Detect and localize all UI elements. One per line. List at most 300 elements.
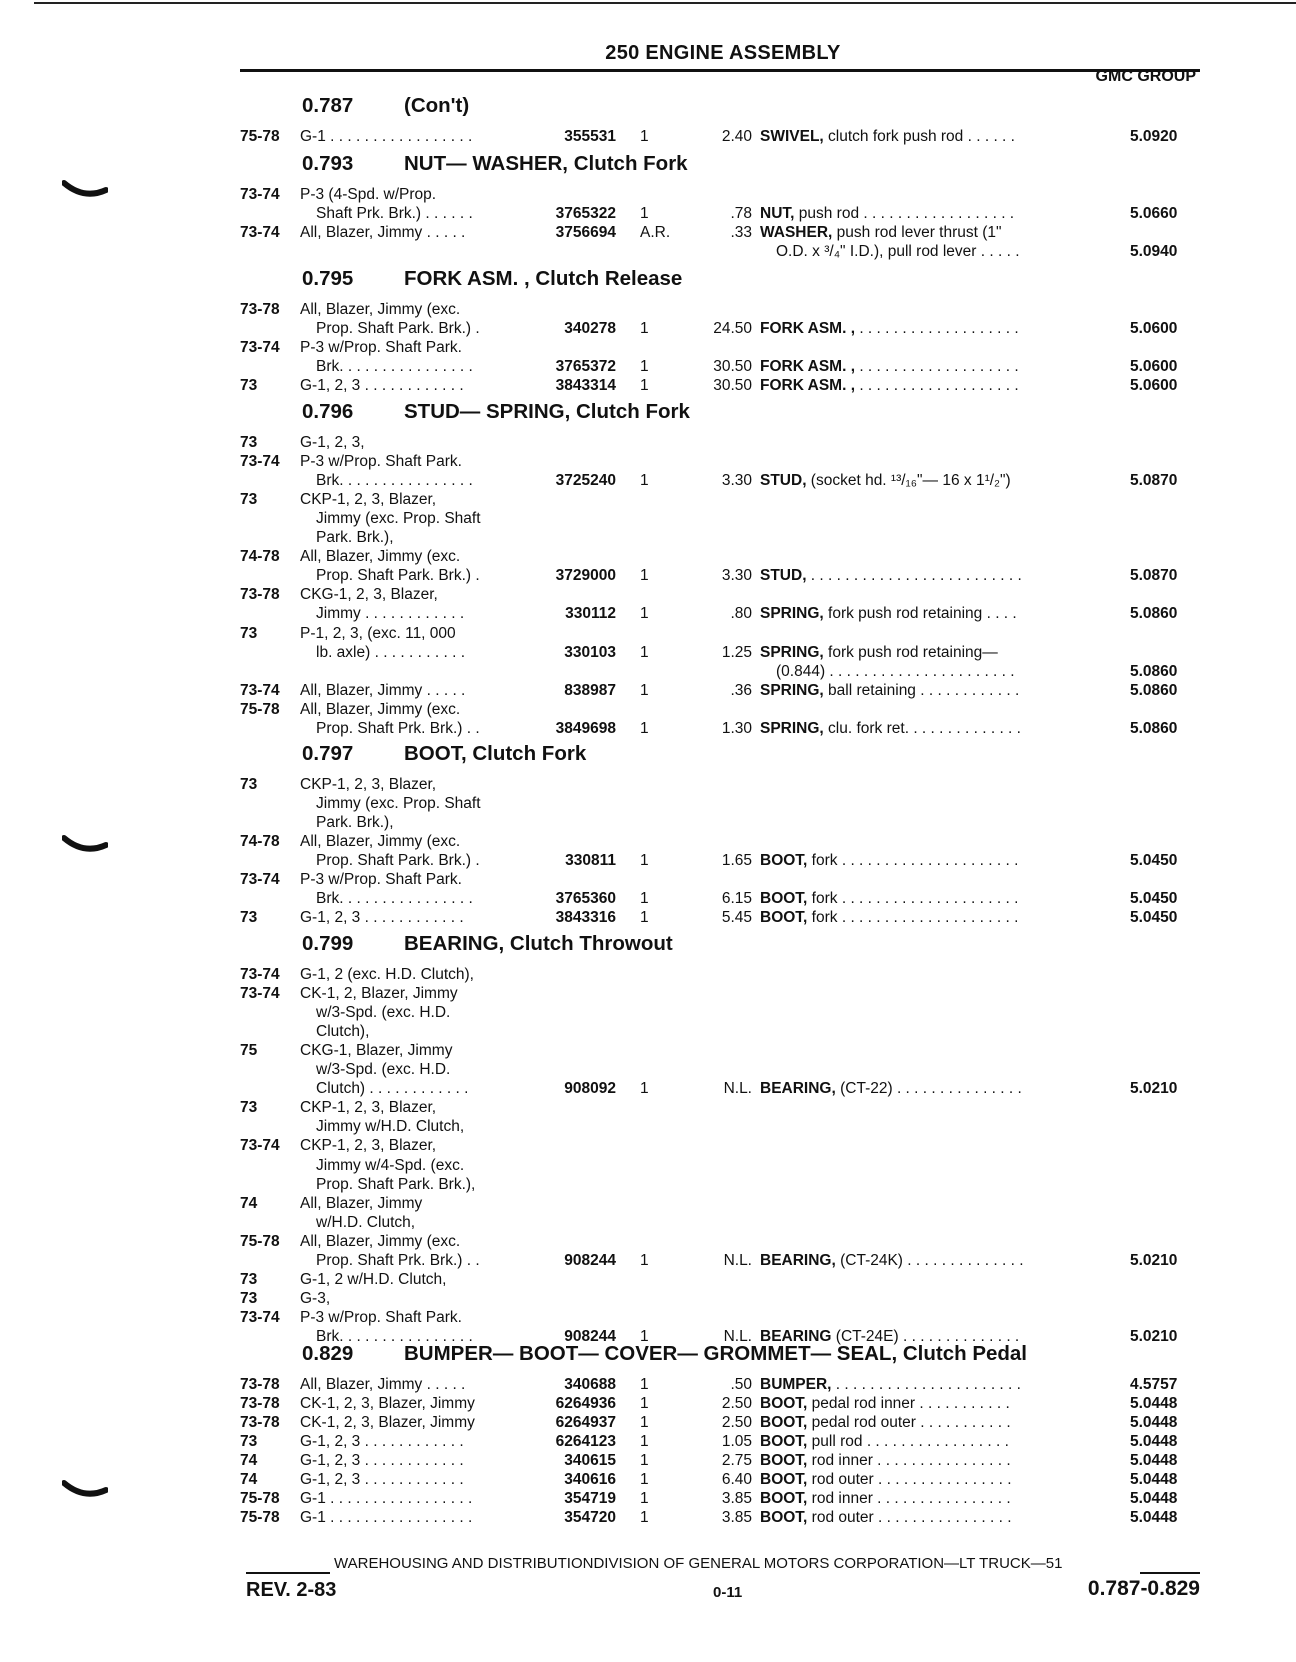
description bbox=[760, 126, 1015, 148]
model-years: 73-78 bbox=[240, 586, 280, 604]
application: G-1, 2, 3, bbox=[300, 434, 365, 451]
model-years: 73-74 bbox=[240, 966, 280, 983]
application: All, Blazer, Jimmy (exc. bbox=[300, 833, 461, 851]
application: P-3 w/Prop. Shaft Park. bbox=[300, 1308, 462, 1326]
group-code: 5.0600 bbox=[1130, 377, 1178, 395]
part-name: BOOT, bbox=[760, 852, 808, 870]
part-number: 340615 bbox=[564, 1452, 616, 1470]
section-number: 0.799 bbox=[302, 932, 354, 955]
part-detail: rod outer . . . . . . . . . . . . . . . . bbox=[807, 1471, 1012, 1489]
model-years: 73-78 bbox=[240, 1414, 280, 1432]
section-heading bbox=[302, 398, 690, 426]
part-name: BOOT, bbox=[760, 1433, 808, 1451]
footer-rule-left bbox=[246, 1572, 330, 1574]
part-number: 838987 bbox=[564, 681, 616, 699]
price: 30.50 bbox=[713, 377, 752, 395]
price: N.L. bbox=[723, 1080, 752, 1098]
description bbox=[760, 375, 1019, 397]
group-code: 5.0600 bbox=[1130, 320, 1178, 338]
section-number: 0.793 bbox=[302, 152, 354, 175]
price: 24.50 bbox=[713, 320, 752, 338]
group-code: 5.0660 bbox=[1130, 205, 1178, 223]
part-number: 6264936 bbox=[555, 1395, 616, 1412]
application: All, Blazer, Jimmy bbox=[300, 1194, 423, 1212]
part-number: 330811 bbox=[565, 852, 616, 870]
model-years: 73 bbox=[240, 1270, 258, 1288]
application: Brk. . . . . . . . . . . . . . . . bbox=[316, 1327, 473, 1345]
application: G-1 . . . . . . . . . . . . . . . . . bbox=[300, 1509, 473, 1527]
part-name: BOOT, bbox=[760, 1509, 808, 1527]
application: Clutch), bbox=[316, 1023, 370, 1041]
part-name: BOOT, bbox=[760, 1490, 808, 1508]
price: .50 bbox=[730, 1376, 752, 1393]
section-heading bbox=[302, 1340, 1027, 1368]
application: G-1, 2, 3 . . . . . . . . . . . . bbox=[300, 1471, 464, 1489]
application: All, Blazer, Jimmy (exc. bbox=[300, 700, 461, 718]
application: Prop. Shaft Park. Brk.) . bbox=[316, 567, 480, 585]
group-code: 5.0450 bbox=[1130, 852, 1178, 870]
page-number: 0-11 bbox=[713, 1584, 743, 1601]
part-number: 3843314 bbox=[555, 377, 616, 395]
quantity: 1 bbox=[640, 1490, 649, 1508]
section-heading bbox=[302, 92, 469, 120]
part-name: NUT, bbox=[760, 205, 795, 223]
part-name: BEARING, bbox=[760, 1080, 836, 1098]
binder-hole-mark bbox=[62, 180, 108, 202]
price: 3.85 bbox=[721, 1509, 752, 1527]
page-title: 250 ENGINE ASSEMBLY bbox=[605, 42, 841, 64]
model-years: 73 bbox=[240, 624, 258, 642]
part-detail: (CT-24E) . . . . . . . . . . . . . . bbox=[831, 1327, 1020, 1345]
group-code: 5.0448 bbox=[1130, 1452, 1178, 1470]
model-years: 73 bbox=[240, 1433, 258, 1451]
quantity: 1 bbox=[640, 472, 649, 490]
model-years: 73 bbox=[240, 1099, 258, 1117]
model-years: 73-74 bbox=[240, 1308, 280, 1326]
quantity: 1 bbox=[640, 643, 649, 661]
application: Brk. . . . . . . . . . . . . . . . bbox=[316, 472, 473, 490]
part-detail: pedal rod outer . . . . . . . . . . . bbox=[807, 1414, 1011, 1432]
part-name: BOOT, bbox=[760, 1395, 808, 1412]
application: Prop. Shaft Prk. Brk.) . . bbox=[316, 1251, 480, 1269]
application: Shaft Prk. Brk.) . . . . . . bbox=[316, 205, 473, 223]
part-detail: O.D. x ³/₄" I.D.), pull rod lever . . . . . bbox=[776, 243, 1020, 261]
application: CKP-1, 2, 3, Blazer, bbox=[300, 1099, 437, 1117]
application: All, Blazer, Jimmy (exc. bbox=[300, 1232, 461, 1250]
application: All, Blazer, Jimmy . . . . . bbox=[300, 1376, 466, 1393]
model-years: 73-78 bbox=[240, 301, 280, 318]
part-number: 3765372 bbox=[555, 358, 616, 376]
application: All, Blazer, Jimmy (exc. bbox=[300, 548, 461, 566]
price: 30.50 bbox=[713, 358, 752, 376]
application: Jimmy w/H.D. Clutch, bbox=[316, 1118, 465, 1136]
price: 1.65 bbox=[721, 852, 752, 870]
part-name: STUD, bbox=[760, 567, 807, 585]
group-code: 5.0448 bbox=[1130, 1414, 1178, 1432]
price: 2.40 bbox=[721, 128, 752, 145]
quantity: 1 bbox=[640, 890, 649, 908]
model-years: 73-78 bbox=[240, 1376, 280, 1393]
section-title: BEARING, Clutch Throwout bbox=[404, 932, 673, 955]
application: All, Blazer, Jimmy . . . . . bbox=[300, 681, 466, 699]
model-years: 73-74 bbox=[240, 186, 280, 203]
group-code: 5.0448 bbox=[1130, 1433, 1178, 1451]
part-detail: (CT-24K) . . . . . . . . . . . . . . bbox=[835, 1251, 1024, 1269]
application: G-1, 2 w/H.D. Clutch, bbox=[300, 1270, 447, 1288]
part-name: FORK ASM. , bbox=[760, 358, 856, 376]
price: N.L. bbox=[723, 1251, 752, 1269]
part-name: BOOT, bbox=[760, 1452, 808, 1470]
application: G-1 . . . . . . . . . . . . . . . . . bbox=[300, 128, 473, 145]
part-name: BEARING bbox=[760, 1327, 832, 1345]
quantity: 1 bbox=[640, 1452, 649, 1470]
part-detail: . . . . . . . . . . . . . . . . . . . bbox=[855, 320, 1019, 338]
part-detail: clutch fork push rod . . . . . . bbox=[823, 128, 1015, 145]
application: Park. Brk.), bbox=[316, 814, 394, 832]
model-years: 73-74 bbox=[240, 339, 280, 357]
application: G-1, 2, 3 . . . . . . . . . . . . bbox=[300, 377, 464, 395]
quantity: 1 bbox=[640, 1433, 649, 1451]
quantity: 1 bbox=[640, 358, 649, 376]
group-code: 5.0870 bbox=[1130, 472, 1178, 490]
quantity: 1 bbox=[640, 719, 649, 737]
group-code: 5.0210 bbox=[1130, 1327, 1178, 1345]
binder-hole-mark bbox=[62, 835, 108, 857]
application: Prop. Shaft Park. Brk.), bbox=[316, 1175, 476, 1193]
section-number: 0.797 bbox=[302, 742, 354, 765]
model-years: 73-78 bbox=[240, 1395, 280, 1412]
quantity: A.R. bbox=[640, 224, 671, 242]
price: 1.25 bbox=[721, 643, 752, 661]
part-name: WASHER, bbox=[760, 224, 833, 242]
application: G-1 . . . . . . . . . . . . . . . . . bbox=[300, 1490, 473, 1508]
entry-line bbox=[0, 718, 1296, 740]
part-detail: pull rod . . . . . . . . . . . . . . . . . bbox=[807, 1433, 1009, 1451]
price: 6.15 bbox=[721, 890, 752, 908]
group-code: 5.0448 bbox=[1130, 1509, 1178, 1527]
quantity: 1 bbox=[640, 1509, 649, 1527]
price: 1.05 bbox=[721, 1433, 752, 1451]
application: G-1, 2, 3 . . . . . . . . . . . . bbox=[300, 1433, 464, 1451]
application: CKP-1, 2, 3, Blazer, bbox=[300, 776, 437, 793]
section-title: NUT— WASHER, Clutch Fork bbox=[404, 152, 688, 175]
part-name: BUMPER, bbox=[760, 1376, 832, 1393]
application: All, Blazer, Jimmy . . . . . bbox=[300, 224, 466, 242]
application: G-1, 2, 3 . . . . . . . . . . . . bbox=[300, 1452, 464, 1470]
application: Brk. . . . . . . . . . . . . . . . bbox=[316, 890, 473, 908]
group-code: 5.0860 bbox=[1130, 605, 1178, 623]
part-number: 340616 bbox=[564, 1471, 616, 1489]
price: 2.50 bbox=[721, 1414, 752, 1432]
quantity: 1 bbox=[640, 1471, 649, 1489]
part-name: BEARING, bbox=[760, 1251, 836, 1269]
application: CK-1, 2, 3, Blazer, Jimmy bbox=[300, 1395, 475, 1412]
part-detail: . . . . . . . . . . . . . . . . . . . bbox=[855, 358, 1019, 376]
group-code: 5.0210 bbox=[1130, 1080, 1178, 1098]
application: P-3 (4-Spd. w/Prop. bbox=[300, 186, 437, 203]
part-detail: rod inner . . . . . . . . . . . . . . . . bbox=[807, 1452, 1011, 1470]
group-code: 5.0450 bbox=[1130, 909, 1178, 927]
application: w/3-Spd. (exc. H.D. bbox=[316, 1061, 451, 1079]
quantity: 1 bbox=[640, 852, 649, 870]
part-number: 908092 bbox=[564, 1080, 616, 1098]
part-name: BOOT, bbox=[760, 890, 808, 908]
application: CKG-1, Blazer, Jimmy bbox=[300, 1042, 453, 1060]
model-years: 74 bbox=[240, 1194, 258, 1212]
model-years: 75-78 bbox=[240, 1490, 280, 1508]
part-number: 340688 bbox=[564, 1376, 616, 1393]
application: Clutch) . . . . . . . . . . . . bbox=[316, 1080, 469, 1098]
part-detail: . . . . . . . . . . . . . . . . . . . . . . bbox=[831, 1376, 1021, 1393]
footer-rule-right bbox=[1140, 1572, 1200, 1574]
description bbox=[776, 241, 1020, 263]
part-detail: fork . . . . . . . . . . . . . . . . . . . . . bbox=[807, 890, 1019, 908]
part-name: BOOT, bbox=[760, 1414, 808, 1432]
part-number: 3729000 bbox=[555, 567, 616, 585]
part-number: 3756694 bbox=[555, 224, 616, 242]
model-years: 74-78 bbox=[240, 833, 280, 851]
part-number: 6264123 bbox=[555, 1433, 616, 1451]
price: .80 bbox=[730, 605, 752, 623]
price: N.L. bbox=[723, 1327, 752, 1345]
part-name: SWIVEL, bbox=[760, 128, 824, 145]
application: Park. Brk.), bbox=[316, 529, 394, 547]
price: 3.30 bbox=[721, 567, 752, 585]
part-name: SPRING, bbox=[760, 719, 824, 737]
application: w/H.D. Clutch, bbox=[316, 1213, 416, 1231]
quantity: 1 bbox=[640, 909, 649, 927]
header-rule bbox=[240, 69, 1200, 72]
part-detail: push rod . . . . . . . . . . . . . . . . . . bbox=[794, 205, 1015, 223]
price: 2.50 bbox=[721, 1395, 752, 1412]
part-number: 3765322 bbox=[555, 205, 616, 223]
group-code: 5.0870 bbox=[1130, 567, 1178, 585]
quantity: 1 bbox=[640, 1327, 649, 1345]
section-heading bbox=[302, 150, 688, 178]
group-label: GMC GROUP bbox=[1095, 68, 1196, 85]
group-code: 5.0940 bbox=[1130, 243, 1178, 261]
group-code: 5.0920 bbox=[1130, 128, 1178, 145]
quantity: 1 bbox=[640, 320, 649, 338]
part-name: STUD, bbox=[760, 472, 807, 490]
entry-line bbox=[0, 907, 1296, 929]
part-detail: ball retaining . . . . . . . . . . . . bbox=[823, 681, 1020, 699]
price: 6.40 bbox=[721, 1471, 752, 1489]
description bbox=[760, 718, 1021, 740]
group-code: 5.0448 bbox=[1130, 1471, 1178, 1489]
section-number: 0.829 bbox=[302, 1342, 354, 1365]
section-title: (Con't) bbox=[404, 94, 470, 117]
model-years: 73-74 bbox=[240, 453, 280, 471]
model-years: 75-78 bbox=[240, 700, 280, 718]
application: Prop. Shaft Prk. Brk.) . . bbox=[316, 719, 480, 737]
group-code: 5.0860 bbox=[1130, 719, 1178, 737]
section-title: FORK ASM. , Clutch Release bbox=[404, 267, 683, 290]
part-detail: push rod lever thrust (1" bbox=[832, 224, 1002, 242]
price: .36 bbox=[730, 681, 752, 699]
quantity: 1 bbox=[640, 605, 649, 623]
part-detail: pedal rod inner . . . . . . . . . . . bbox=[807, 1395, 1010, 1412]
application: P-1, 2, 3, (exc. 11, 000 bbox=[300, 624, 456, 642]
section-range: 0.787-0.829 bbox=[1087, 1577, 1200, 1600]
application: CK-1, 2, Blazer, Jimmy bbox=[300, 985, 458, 1002]
part-name: BOOT, bbox=[760, 1471, 808, 1489]
entry-line bbox=[0, 375, 1296, 397]
application: Prop. Shaft Park. Brk.) . bbox=[316, 320, 480, 338]
price: 5.45 bbox=[721, 909, 752, 927]
top-edge-rule bbox=[34, 2, 1296, 4]
part-detail: rod inner . . . . . . . . . . . . . . . . bbox=[807, 1490, 1011, 1508]
section-title: BOOT, Clutch Fork bbox=[404, 742, 587, 765]
section-title: BUMPER— BOOT— COVER— GROMMET— SEAL, Clutch Pedal bbox=[404, 1342, 1028, 1365]
part-detail: rod outer . . . . . . . . . . . . . . . . bbox=[807, 1509, 1012, 1527]
group-code: 5.0860 bbox=[1130, 662, 1178, 680]
quantity: 1 bbox=[640, 205, 649, 223]
price: 2.75 bbox=[721, 1452, 752, 1470]
model-years: 75 bbox=[240, 1042, 258, 1060]
model-years: 73-74 bbox=[240, 1137, 280, 1155]
group-code: 5.0450 bbox=[1130, 890, 1178, 908]
part-detail: fork push rod retaining— bbox=[823, 643, 998, 661]
part-name: BOOT, bbox=[760, 909, 808, 927]
quantity: 1 bbox=[640, 1251, 649, 1269]
part-name: FORK ASM. , bbox=[760, 320, 856, 338]
quantity: 1 bbox=[640, 1414, 649, 1432]
quantity: 1 bbox=[640, 1376, 649, 1393]
model-years: 73 bbox=[240, 776, 258, 793]
price: 3.30 bbox=[721, 472, 752, 490]
application: G-1, 2 (exc. H.D. Clutch), bbox=[300, 966, 474, 983]
application: CKP-1, 2, 3, Blazer, bbox=[300, 1137, 437, 1155]
part-name: SPRING, bbox=[760, 681, 824, 699]
application: P-3 w/Prop. Shaft Park. bbox=[300, 453, 462, 471]
part-number: 330112 bbox=[565, 605, 616, 623]
model-years: 73 bbox=[240, 1289, 258, 1307]
quantity: 1 bbox=[640, 567, 649, 585]
description bbox=[760, 907, 1018, 929]
binder-hole-mark bbox=[62, 1480, 108, 1502]
revision-label: REV. 2-83 bbox=[246, 1579, 337, 1601]
model-years: 73 bbox=[240, 434, 258, 451]
application: G-1, 2, 3 . . . . . . . . . . . . bbox=[300, 909, 464, 927]
part-number: 908244 bbox=[564, 1327, 616, 1345]
entry-line bbox=[0, 126, 1296, 148]
application: All, Blazer, Jimmy (exc. bbox=[300, 301, 461, 318]
price: .78 bbox=[730, 205, 752, 223]
part-detail: fork . . . . . . . . . . . . . . . . . . . . . bbox=[807, 909, 1019, 927]
part-detail: clu. fork ret. . . . . . . . . . . . . . bbox=[823, 719, 1021, 737]
quantity: 1 bbox=[640, 681, 649, 699]
group-code: 4.5757 bbox=[1130, 1376, 1178, 1393]
part-detail: (0.844) . . . . . . . . . . . . . . . . . . . . . . bbox=[776, 662, 1015, 680]
entry-line bbox=[0, 1507, 1296, 1529]
part-detail: fork . . . . . . . . . . . . . . . . . . . . . bbox=[807, 852, 1019, 870]
price: .33 bbox=[730, 224, 752, 242]
group-code: 5.0448 bbox=[1130, 1490, 1178, 1508]
application: Jimmy . . . . . . . . . . . . bbox=[316, 605, 465, 623]
model-years: 74 bbox=[240, 1471, 258, 1489]
model-years: 73-74 bbox=[240, 985, 280, 1002]
quantity: 1 bbox=[640, 1080, 649, 1098]
model-years: 73 bbox=[240, 491, 258, 509]
section-title: STUD— SPRING, Clutch Fork bbox=[404, 400, 690, 423]
group-code: 5.0210 bbox=[1130, 1251, 1178, 1269]
application: Prop. Shaft Park. Brk.) . bbox=[316, 852, 480, 870]
part-detail: (socket hd. ¹³/₁₆"— 16 x 1¹/₂") bbox=[806, 472, 1011, 490]
description bbox=[760, 1507, 1012, 1529]
model-years: 73-74 bbox=[240, 871, 280, 889]
group-code: 5.0448 bbox=[1130, 1395, 1178, 1412]
application: P-3 w/Prop. Shaft Park. bbox=[300, 871, 462, 889]
footer-text: WAREHOUSING AND DISTRIBUTIONDIVISION OF GENERAL MOTORS CORPORATION—LT TRUCK—51 bbox=[334, 1555, 1063, 1572]
model-years: 75-78 bbox=[240, 1232, 280, 1250]
model-years: 75-78 bbox=[240, 128, 280, 145]
application: lb. axle) . . . . . . . . . . . bbox=[316, 643, 466, 661]
model-years: 75-78 bbox=[240, 1509, 280, 1527]
part-name: SPRING, bbox=[760, 605, 824, 623]
application: CK-1, 2, 3, Blazer, Jimmy bbox=[300, 1414, 475, 1432]
part-number: 908244 bbox=[564, 1251, 616, 1269]
application: w/3-Spd. (exc. H.D. bbox=[316, 1004, 451, 1022]
part-number: 355531 bbox=[564, 128, 616, 145]
quantity: 1 bbox=[640, 1395, 649, 1412]
model-years: 73-74 bbox=[240, 681, 280, 699]
section-heading bbox=[302, 930, 673, 958]
entry-line bbox=[0, 241, 1296, 263]
group-code: 5.0860 bbox=[1130, 681, 1178, 699]
application: Jimmy (exc. Prop. Shaft bbox=[316, 510, 481, 528]
application: P-3 w/Prop. Shaft Park. bbox=[300, 339, 462, 357]
part-number: 354720 bbox=[564, 1509, 616, 1527]
part-number: 3843316 bbox=[555, 909, 616, 927]
part-detail: . . . . . . . . . . . . . . . . . . . bbox=[855, 377, 1019, 395]
section-number: 0.796 bbox=[302, 400, 354, 423]
model-years: 73 bbox=[240, 909, 258, 927]
application: G-3, bbox=[300, 1289, 331, 1307]
price: 1.30 bbox=[721, 719, 752, 737]
group-code: 5.0600 bbox=[1130, 358, 1178, 376]
quantity: 1 bbox=[640, 377, 649, 395]
application: Brk. . . . . . . . . . . . . . . . bbox=[316, 358, 473, 376]
part-name: SPRING, bbox=[760, 643, 824, 661]
part-number: 6264937 bbox=[555, 1414, 616, 1432]
part-number: 3765360 bbox=[555, 890, 616, 908]
section-heading bbox=[302, 740, 586, 768]
part-number: 3849698 bbox=[555, 719, 616, 737]
application: CKP-1, 2, 3, Blazer, bbox=[300, 491, 437, 509]
application: Jimmy (exc. Prop. Shaft bbox=[316, 795, 481, 812]
model-years: 73-74 bbox=[240, 224, 280, 242]
application: CKG-1, 2, 3, Blazer, bbox=[300, 586, 438, 604]
application: Jimmy w/4-Spd. (exc. bbox=[316, 1156, 465, 1174]
part-number: 3725240 bbox=[555, 472, 616, 490]
section-number: 0.795 bbox=[302, 267, 354, 290]
part-detail: . . . . . . . . . . . . . . . . . . . . . . . . . bbox=[806, 567, 1022, 585]
model-years: 74 bbox=[240, 1452, 258, 1470]
section-heading bbox=[302, 265, 682, 293]
part-number: 340278 bbox=[564, 320, 616, 338]
price: 3.85 bbox=[721, 1490, 752, 1508]
part-number: 330103 bbox=[564, 643, 616, 661]
part-name: FORK ASM. , bbox=[760, 377, 856, 395]
part-detail: (CT-22) . . . . . . . . . . . . . . . bbox=[835, 1080, 1022, 1098]
model-years: 73 bbox=[240, 377, 258, 395]
part-detail: fork push rod retaining . . . . bbox=[823, 605, 1017, 623]
model-years: 74-78 bbox=[240, 548, 280, 566]
quantity: 1 bbox=[640, 128, 649, 145]
section-number: 0.787 bbox=[302, 94, 354, 117]
part-number: 354719 bbox=[564, 1490, 616, 1508]
